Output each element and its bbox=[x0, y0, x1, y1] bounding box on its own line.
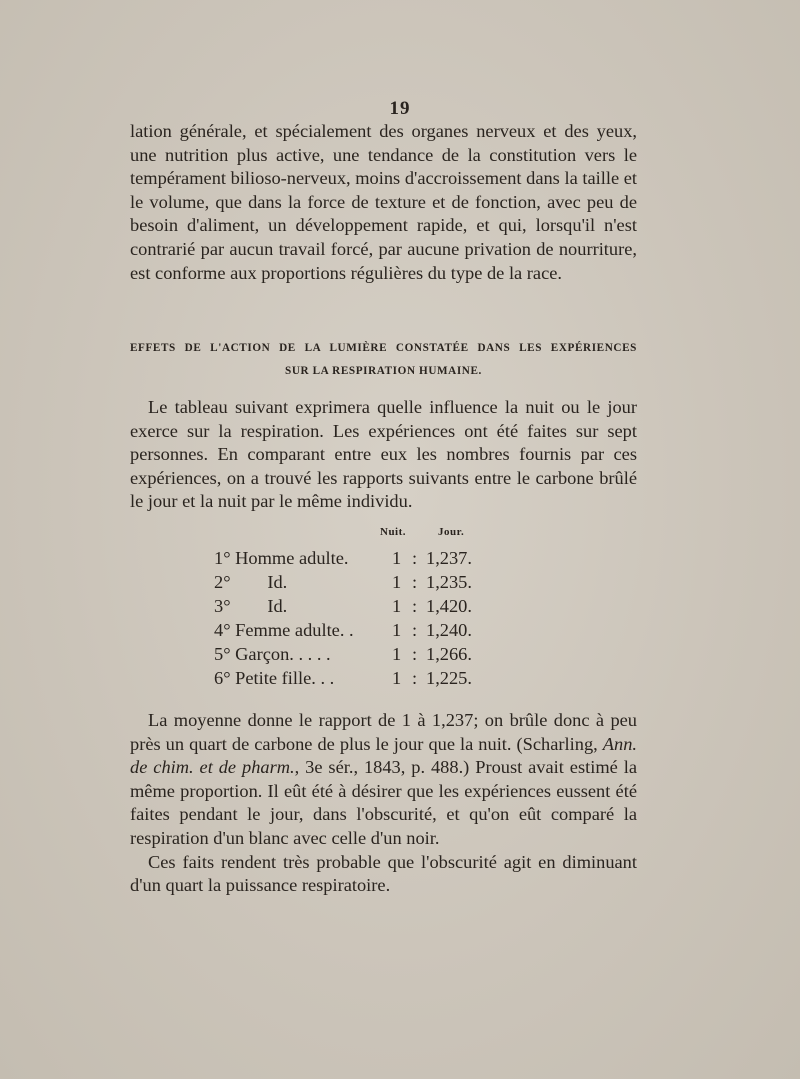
row-label: 5° Garçon. . . . . bbox=[214, 644, 331, 664]
row-nuit: 1 bbox=[392, 620, 402, 640]
row-label: 2° Id. bbox=[214, 572, 288, 592]
table-row bbox=[214, 618, 484, 642]
row-jour: 1,420. bbox=[426, 596, 472, 616]
paragraph-text: Ces faits rendent très probable que l'obscurité agit en diminuant d'un quart la puissance respiratoire. bbox=[130, 851, 637, 896]
row-label: 4° Femme adulte. . bbox=[214, 620, 354, 640]
row-jour: 1,240. bbox=[426, 620, 472, 640]
row-nuit: 1 bbox=[392, 596, 402, 616]
row-separator: : bbox=[412, 620, 418, 640]
table-row bbox=[214, 666, 484, 690]
row-label: 1° Homme adulte. bbox=[214, 548, 349, 568]
row-nuit: 1 bbox=[392, 644, 402, 664]
paragraph-text bbox=[130, 709, 637, 851]
table-row bbox=[214, 642, 484, 666]
row-separator: : bbox=[412, 572, 418, 592]
text-run: La moyenne donne le rapport de 1 à 1,237; on brûle donc à peu près un quart de carbone de plus le jour que la nuit. (Scharling, bbox=[130, 710, 637, 754]
row-nuit: 1 bbox=[392, 668, 402, 688]
citation: Ann. de chim. et de pharm. bbox=[130, 733, 637, 778]
text-run: , 3e sér., 1843, p. 488.) Proust avait estimé la même proportion. Il eût été à désirer que les expériences eussent été faites pendant le jour, dans l'obscurité, et qu'on eût comparé la respiration d'un blanc avec celle d'un noir. bbox=[130, 757, 637, 848]
row-label: 3° Id. bbox=[214, 596, 288, 616]
paragraph-text: lation générale, et spécialement des organes nerveux et des yeux, une nutrition plus active, une tendance de la constitution vers le tempérament bilioso-nerveux, moins d'accroissement dans la taille et le volume, que dans la force de texture et de fonction, avec peu de besoin d'aliment, un développement rapide, et qui, lorsqu'il n'est contrarié par aucun travail forcé, par aucune privation de nourriture, est conforme aux proportions régulières du type de la race. bbox=[130, 121, 637, 283]
row-label: 6° Petite fille. . . bbox=[214, 668, 335, 688]
row-nuit: 1 bbox=[392, 548, 402, 568]
table-row bbox=[214, 570, 484, 594]
paragraph-table-intro bbox=[130, 396, 637, 514]
paragraph-intro bbox=[130, 120, 637, 285]
table-row bbox=[214, 594, 484, 618]
row-separator: : bbox=[412, 644, 418, 664]
column-header-jour: Jour. bbox=[438, 526, 465, 538]
row-jour: 1,266. bbox=[426, 644, 472, 664]
row-separator: : bbox=[412, 668, 418, 688]
row-separator: : bbox=[412, 548, 418, 568]
row-jour: 1,225. bbox=[426, 668, 472, 688]
row-jour: 1,237. bbox=[426, 548, 472, 568]
page-number: 19 bbox=[389, 98, 411, 119]
paragraph-conclusion bbox=[130, 709, 637, 898]
paragraph-text: Le tableau suivant exprimera quelle influence la nuit ou le jour exerce sur la respiration. Les expériences ont été faites sur sept personnes. En comparant entre eux les nombres fournis par ces expériences, on a trouvé les rapports suivants entre le carbone brûlé le jour et la nuit par le même individu. bbox=[130, 397, 637, 512]
row-nuit: 1 bbox=[392, 572, 402, 592]
section-heading bbox=[130, 337, 637, 383]
heading-line-1: EFFETS DE L'ACTION DE LA LUMIÈRE CONSTATÉE DANS LES EXPÉRIENCES bbox=[130, 342, 637, 354]
column-header-nuit: Nuit. bbox=[380, 526, 407, 538]
row-jour: 1,235. bbox=[426, 572, 472, 592]
row-separator: : bbox=[412, 596, 418, 616]
table-row bbox=[214, 546, 484, 570]
heading-line-2: SUR LA RESPIRATION HUMAINE. bbox=[285, 365, 482, 377]
